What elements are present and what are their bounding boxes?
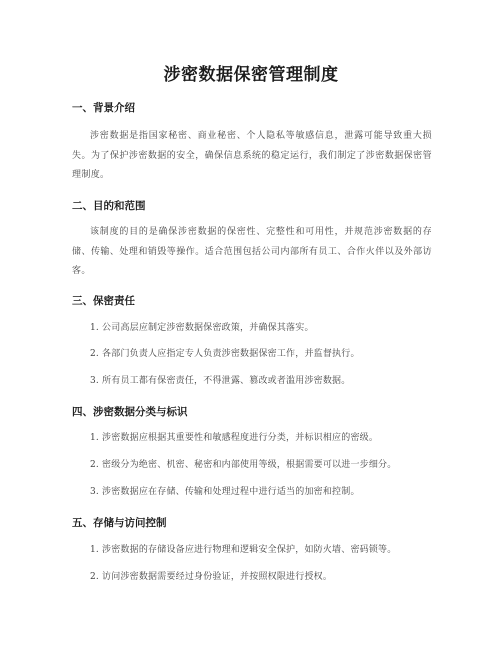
section-heading-purpose-scope: 二、目的和范围 — [72, 200, 146, 212]
section-paragraph-purpose-scope: 该制度的目的是确保涉密数据的保密性、完整性和可用性，并规范涉密数据的存储、传输、处理和销毁等操作。适合范围包括公司内部所有员工、合作火伴以及外部访客。 — [72, 227, 432, 276]
list-item: 3. 所有员工都有保密责任，不得泄露、篡改或者滥用涉密数据。 — [90, 376, 351, 386]
list-item: 3. 涉密数据应在存储、传输和处理过程中进行适当的加密和控制。 — [90, 487, 360, 497]
section-heading-storage-access: 五、存储与访问控制 — [72, 517, 167, 529]
list-item: 2. 各部门负责人应指定专人负责涉密数据保密工作，并监督执行。 — [90, 349, 360, 359]
section-heading-responsibility: 三、保密责任 — [72, 295, 135, 307]
list-item: 2. 密级分为绝密、机密、秘密和内部使用等级，根据需要可以进一步细分。 — [90, 460, 397, 470]
section-paragraph-background: 涉密数据是指国家秘密、商业秘密、个人隐私等敏感信息，泄露可能导致重大损失。为了保护涉密数据的安全，确保信息系统的稳定运行，我们制定了涉密数据保密管理制度。 — [72, 131, 432, 180]
list-item: 1. 涉密数据的存储设备应进行物理和逻辑安全保护，如防火墙、密码锁等。 — [90, 545, 397, 555]
document-title: 涉密数据保密管理制度 — [163, 65, 339, 85]
list-item: 2. 访问涉密数据需要经过身份验证，并按照权限进行授权。 — [90, 572, 333, 582]
list-item: 1. 涉密数据应根据其重要性和敏感程度进行分类，并标识相应的密级。 — [90, 433, 379, 443]
section-heading-background: 一、背景介绍 — [72, 102, 135, 114]
list-item: 1. 公司高层应制定涉密数据保密政策，并确保其落实。 — [90, 323, 314, 333]
section-heading-classification: 四、涉密数据分类与标识 — [72, 406, 188, 418]
